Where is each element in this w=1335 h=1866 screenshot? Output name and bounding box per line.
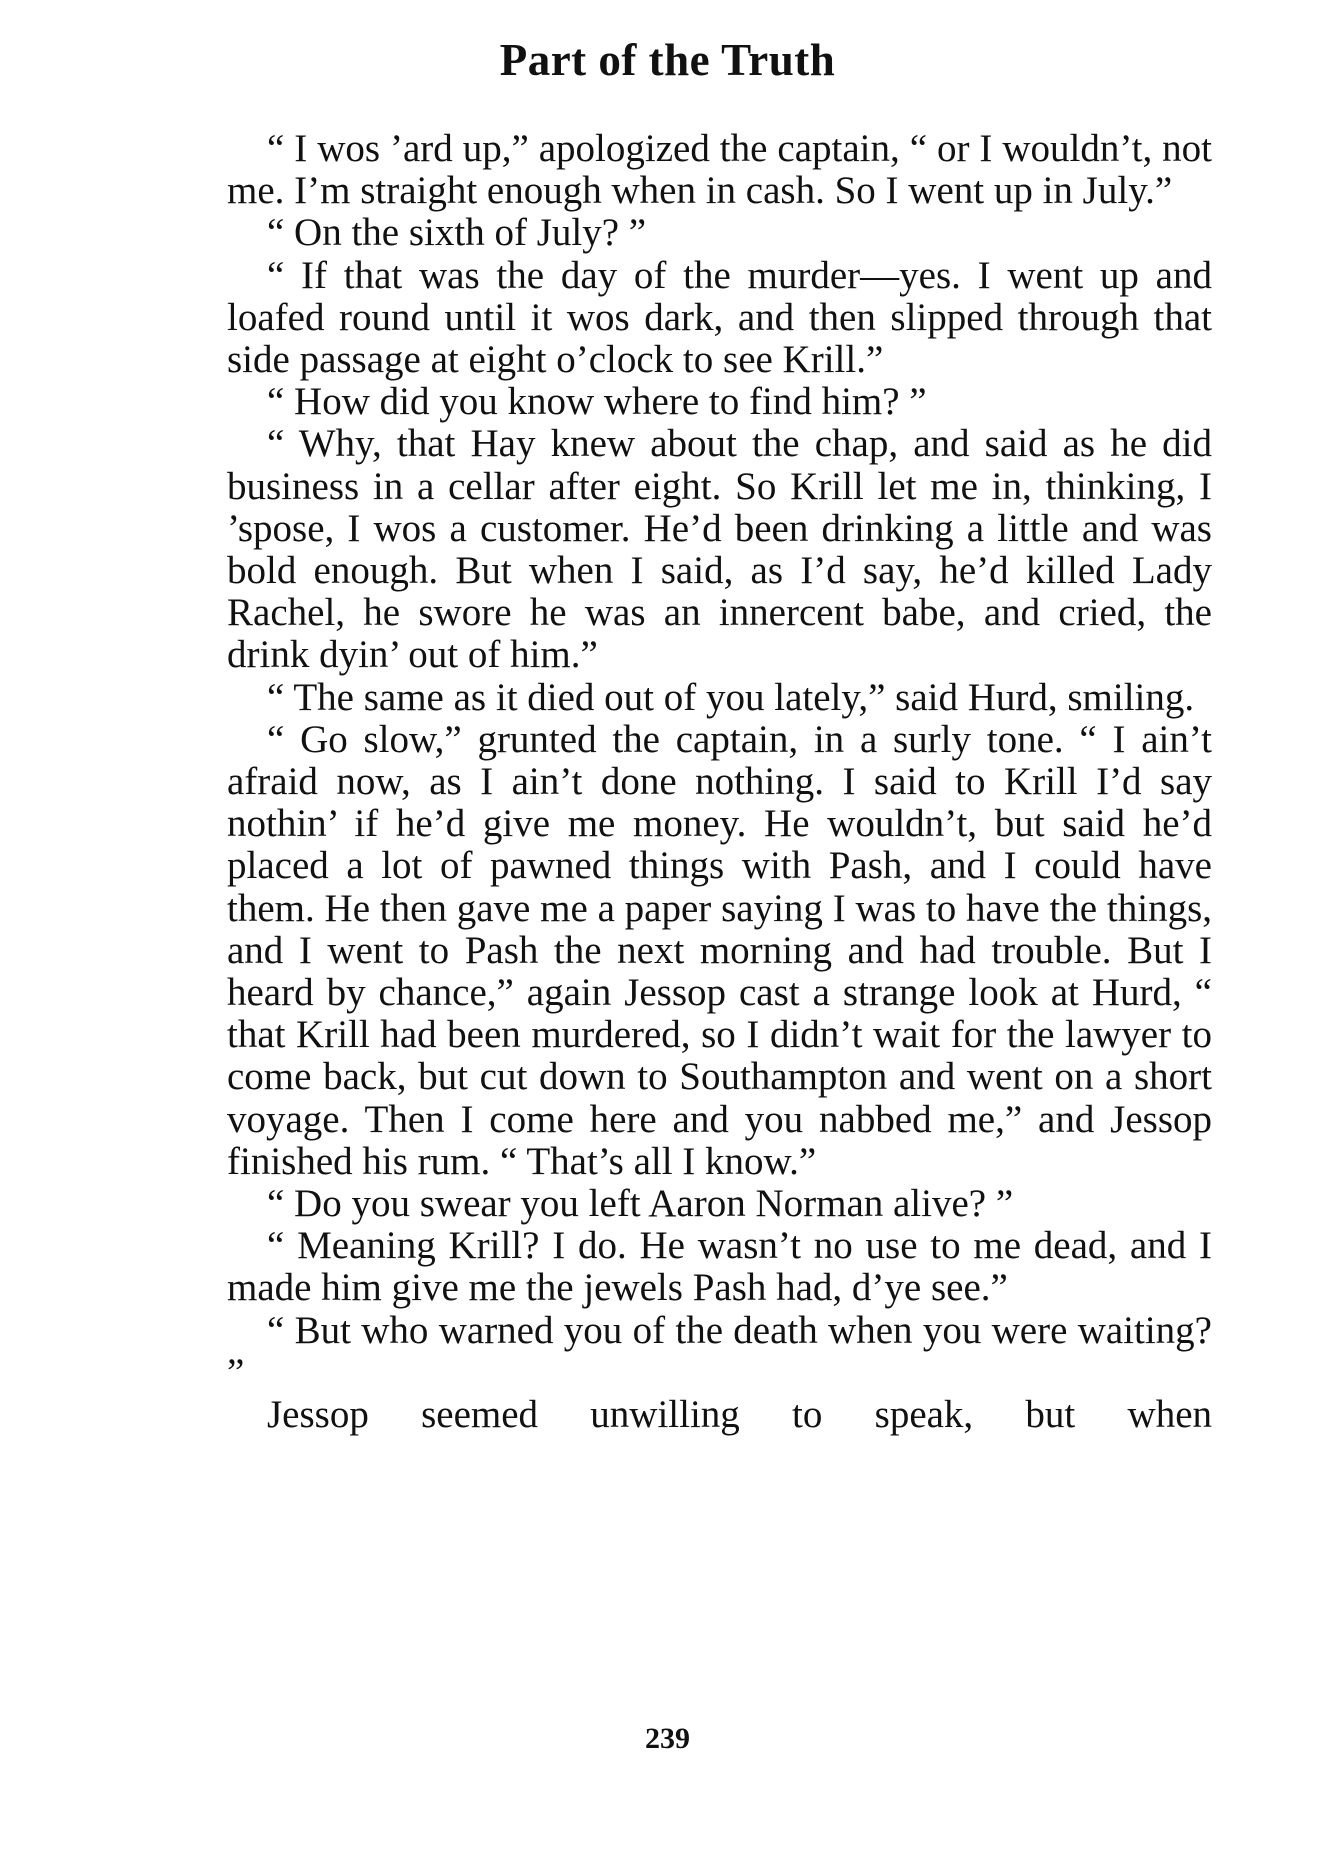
paragraph: “ Go slow,” grunted the captain, in a surly tone. “ I ain’t afraid now, as I ain’t done nothing. I said to Krill I’d say nothin’ if he’d give me money. He wouldn’t, but said he’d placed a lot of pawned things with Pash, and I could have them. He then gave me a paper saying I was to have the things, and I went to Pash the next morning and had trouble. But I heard by chance,” again Jessop cast a strange look at Hurd, “ that Krill had been murdered, so I didn’t wait for the lawyer to come back, but cut down to Southampton and went on a short voyage. Then I come here and you nabbed me,” and Jessop finished his rum. “ That’s all I know.”	[227, 717, 1212, 1183]
paragraph: “ I wos ’ard up,” apologized the captain, “ or I wouldn’t, not me. I’m straight enough when in cash. So I went up in July.”	[227, 127, 1212, 213]
paragraph: “ Do you swear you left Aaron Norman alive? ”	[267, 1182, 1014, 1226]
paragraph: “ If that was the day of the murder—yes. I went up and loafed round until it wos dark, and then slipped through that side passage at eight o’clock to see Krill.”	[227, 253, 1212, 382]
paragraph: “ The same as it died out of you lately,” said Hurd, smiling.	[267, 675, 1195, 719]
paragraph: “ How did you know where to find him? ”	[267, 380, 927, 424]
paragraph: Jessop seemed unwilling to speak, but when	[267, 1393, 1212, 1437]
paragraph: “ But who warned you of the death when you were waiting? ”	[227, 1308, 1212, 1394]
paragraph: “ Meaning Krill? I do. He wasn’t no use to me dead, and I made him give me the jewels Pash had, d’ye see.”	[227, 1224, 1212, 1310]
body-text	[227, 128, 1212, 1436]
page-number: 239	[645, 1722, 690, 1755]
paragraph: “ On the sixth of July? ”	[267, 211, 647, 255]
running-head: Part of the Truth	[499, 35, 836, 85]
paragraph: “ Why, that Hay knew about the chap, and said as he did business in a cellar after eight. So Krill let me in, thinking, I ’spose, I wos a customer. He’d been drinking a little and was bold enough. But when I said, as I’d say, he’d killed Lady Rachel, he swore he was an innercent babe, and cried, the drink dyin’ out of him.”	[227, 422, 1212, 677]
